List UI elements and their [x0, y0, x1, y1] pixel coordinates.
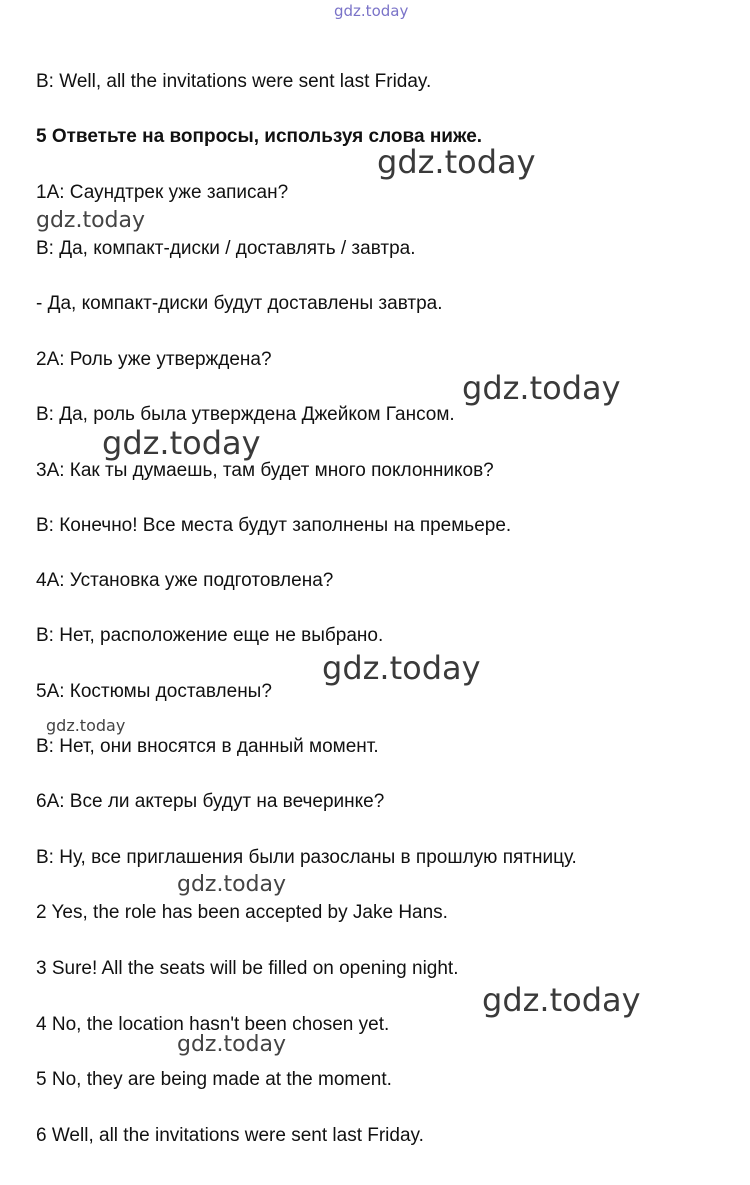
english-answer-line: 3 Sure! All the seats will be filled on opening night. [36, 958, 459, 979]
answer-line: В: Да, роль была утверждена Джейком Гансом. [36, 404, 455, 425]
watermark-top: gdz.today [334, 2, 409, 20]
question-line: 5А: Костюмы доставлены? [36, 681, 272, 702]
answer-line: В: Нет, расположение еще не выбрано. [36, 625, 384, 646]
question-line: 1А: Саундтрек уже записан? [36, 182, 289, 203]
answer-line: B: Well, all the invitations were sent last Friday. [36, 71, 432, 92]
watermark: gdz.today [46, 716, 126, 735]
watermark: gdz.today [322, 649, 481, 687]
english-answer-line: 4 No, the location hasn't been chosen yet. [36, 1014, 390, 1035]
watermark: gdz.today [36, 208, 146, 233]
answer-line: В: Ну, все приглашения были разосланы в прошлую пятницу. [36, 847, 577, 868]
question-line: 2А: Роль уже утверждена? [36, 349, 272, 370]
english-answer-line: 5 No, they are being made at the moment. [36, 1069, 392, 1090]
answer-line: - Да, компакт-диски будут доставлены завтра. [36, 293, 443, 314]
question-line: 3А: Как ты думаешь, там будет много поклонников? [36, 460, 494, 481]
answer-line: В: Конечно! Все места будут заполнены на премьере. [36, 515, 512, 536]
watermark: gdz.today [102, 424, 261, 462]
answer-line: В: Нет, они вносятся в данный момент. [36, 736, 379, 757]
answer-line: В: Да, компакт-диски / доставлять / завтра. [36, 238, 416, 259]
watermark: gdz.today [482, 981, 641, 1019]
watermark: gdz.today [462, 369, 621, 407]
watermark: gdz.today [377, 143, 536, 181]
english-answer-line: 6 Well, all the invitations were sent last Friday. [36, 1125, 424, 1146]
watermark: gdz.today [177, 872, 287, 897]
question-line: 4А: Установка уже подготовлена? [36, 570, 334, 591]
watermark: gdz.today [177, 1032, 287, 1057]
english-answer-line: 2 Yes, the role has been accepted by Jake Hans. [36, 902, 448, 923]
question-line: 6А: Все ли актеры будут на вечеринке? [36, 791, 385, 812]
exercise-heading: 5 Ответьте на вопросы, используя слова ниже. [36, 126, 483, 147]
